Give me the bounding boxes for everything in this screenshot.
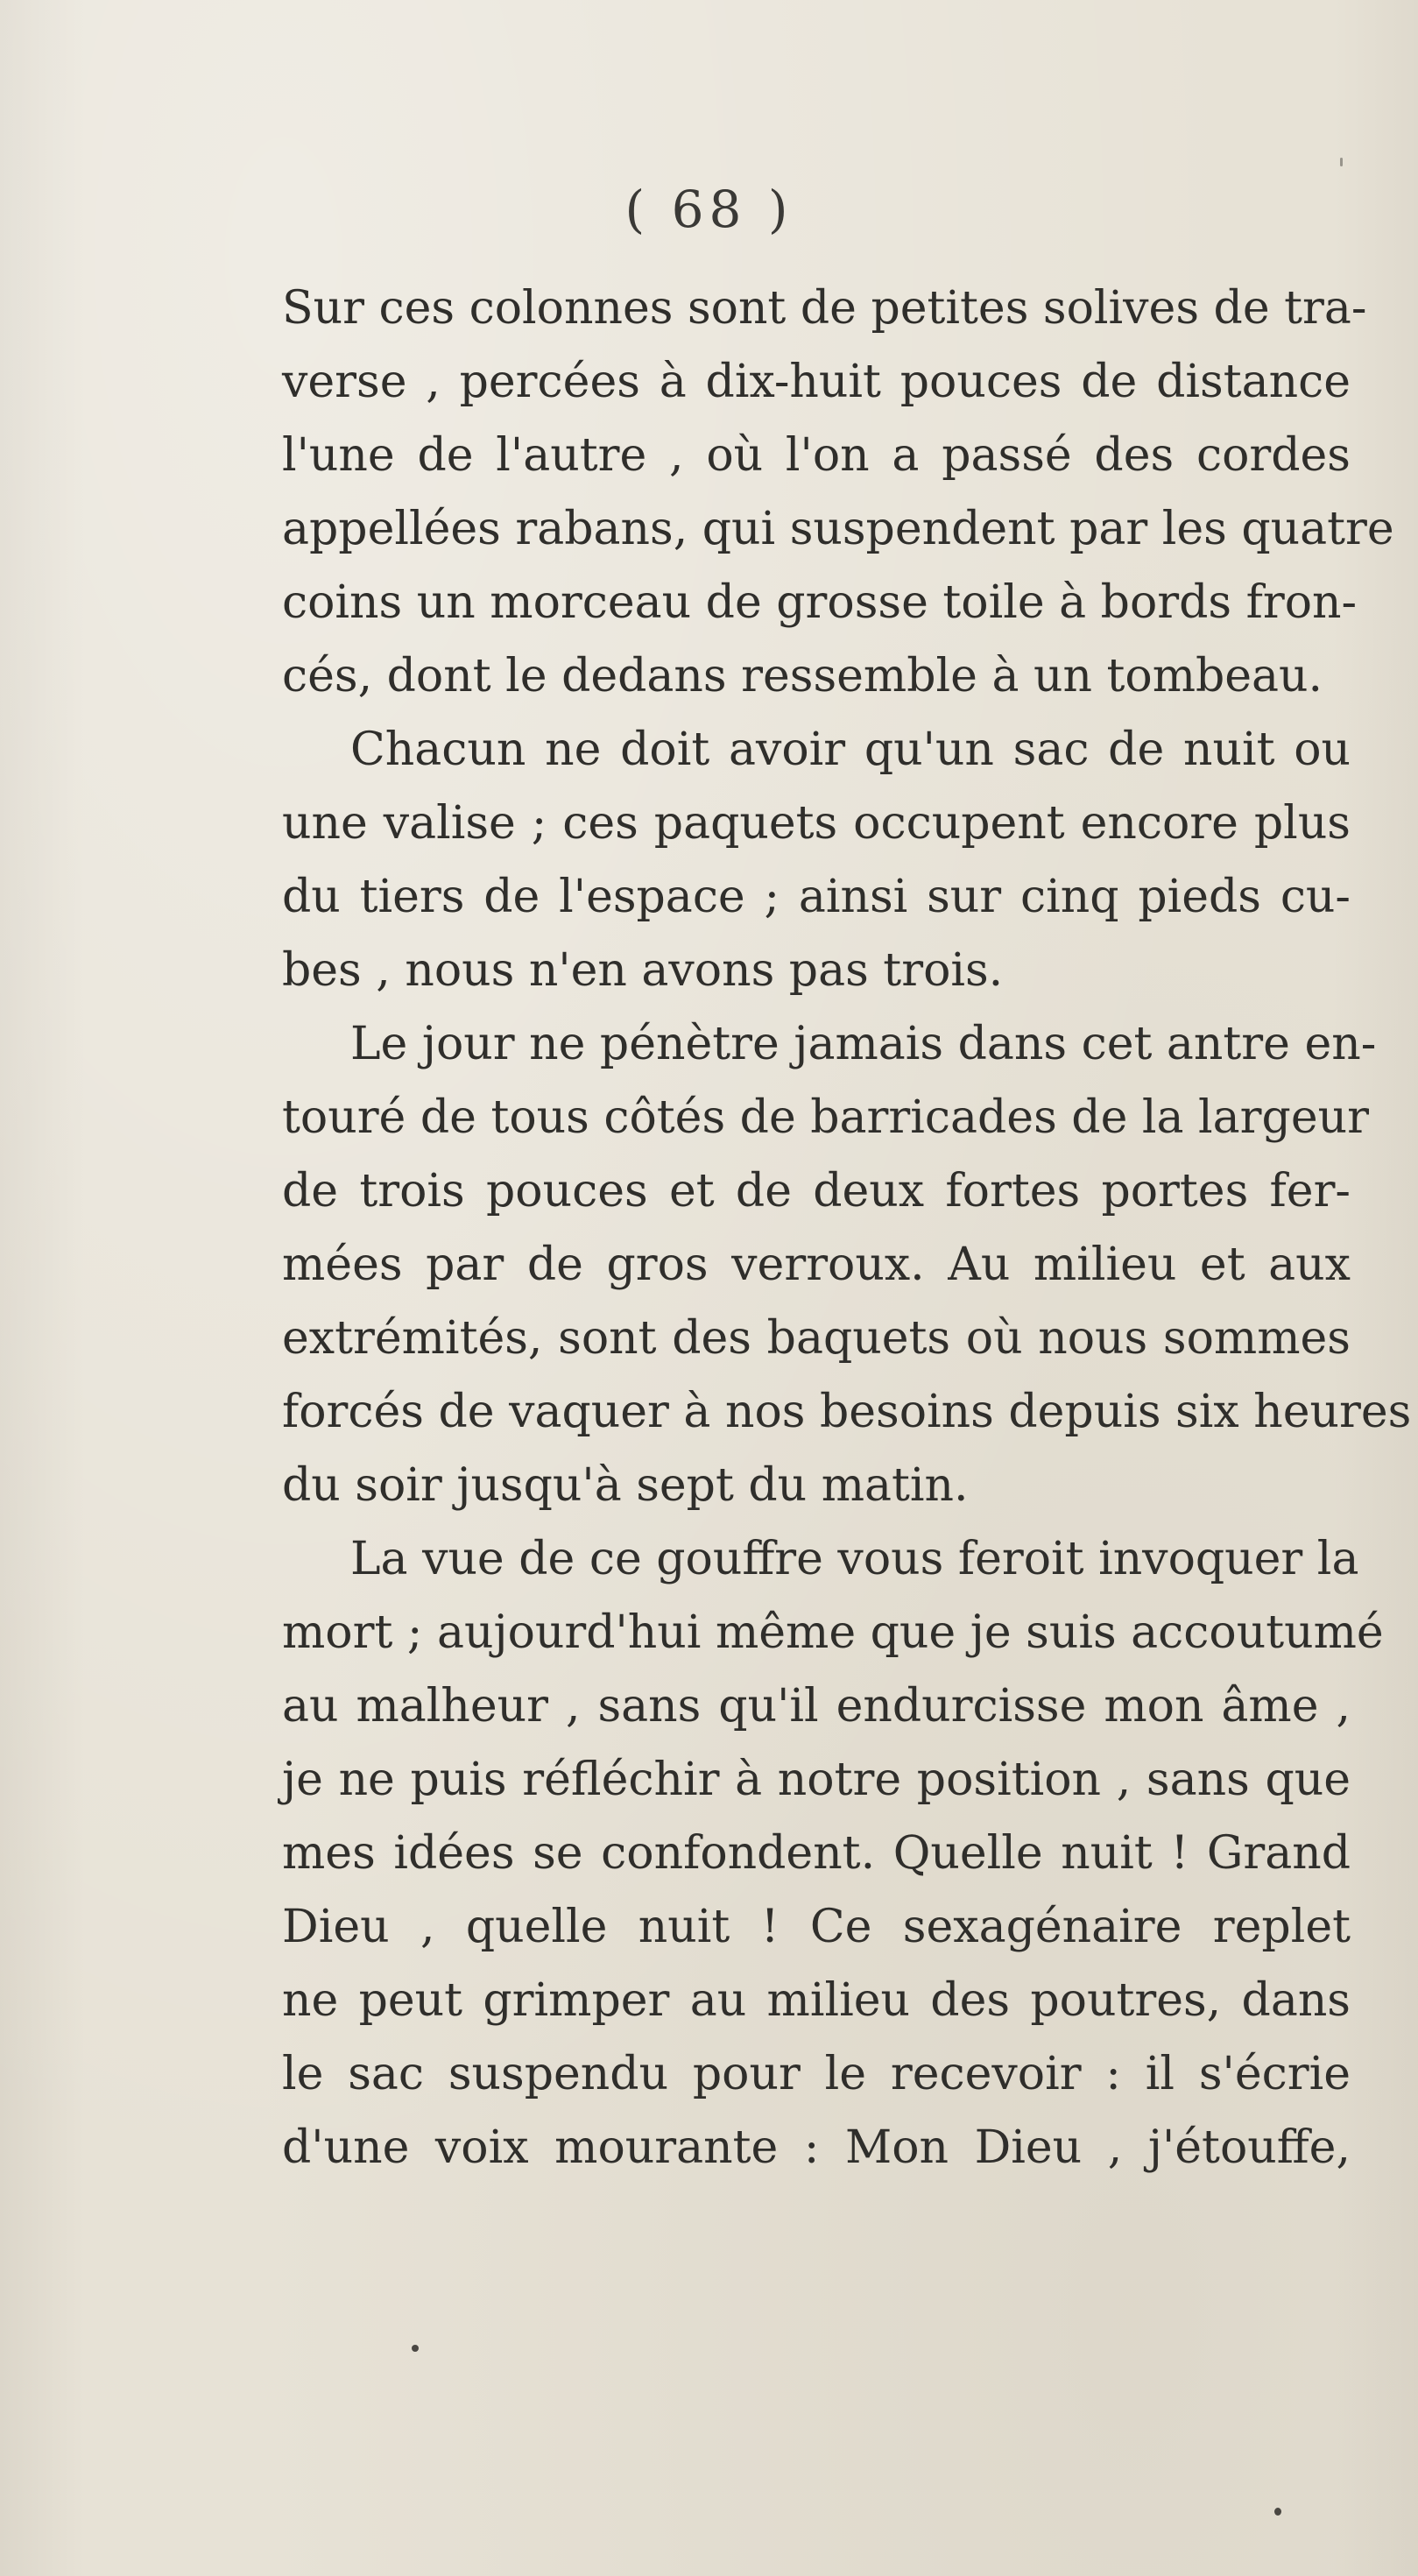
text-line: cés, dont le dedans ressemble à un tombeau. [282,650,1323,702]
paragraph-1 [282,272,1394,713]
text-line: Dieu , quelle nuit ! Ce sexagénaire replet [282,1901,1351,1953]
text-line: Sur ces colonnes sont de petites solives de tra- [282,282,1367,335]
text-line: d'une voix mourante : Mon Dieu , j'étouffe, [282,2121,1351,2174]
text-line: de trois pouces et de deux fortes portes fer- [282,1165,1351,1217]
text-line: du tiers de l'espace ; ainsi sur cinq pieds cu- [282,871,1351,923]
text-line: l'une de l'autre , où l'on a passé des cordes [282,429,1351,482]
text-line: touré de tous côtés de barricades de la largeur [282,1091,1369,1144]
text-line: du soir jusqu'à sept du matin. [282,1459,969,1512]
text-line: mort ; aujourd'hui même que je suis accoutumé [282,1606,1384,1659]
text-line: forcés de vaquer à nos besoins depuis six heures [282,1386,1412,1438]
text-line: Le jour ne pénètre jamais dans cet antre en- [350,1018,1377,1070]
paragraph-3 [282,1007,1412,1522]
text-line: Chacun ne doit avoir qu'un sac de nuit ou [350,723,1351,776]
paragraph-2 [282,713,1351,1007]
page-number: ( 68 ) [624,180,794,239]
paper-speck [1340,158,1343,166]
text-line: extrémités, sont des baquets où nous sommes [282,1312,1351,1365]
text-line: bes , nous n'en avons pas trois. [282,944,1004,997]
text-line: verse , percées à dix-huit pouces de distance [282,356,1351,408]
text-line: La vue de ce gouffre vous feroit invoquer la [350,1533,1359,1585]
text-line: ne peut grimper au milieu des poutres, dans [282,1974,1351,2027]
text-line: mées par de gros verroux. Au milieu et aux [282,1239,1351,1291]
text-line: appellées rabans, qui suspendent par les quatre [282,503,1394,555]
text-line: mes idées se confondent. Quelle nuit ! Grand [282,1827,1351,1880]
text-line: je ne puis réfléchir à notre position , sans que [282,1754,1351,1806]
body-text [282,272,1412,2184]
text-line: le sac suspendu pour le recevoir : il s'écrie [282,2048,1351,2100]
text-line: au malheur , sans qu'il endurcisse mon âme , [282,1680,1351,1733]
paper-speck [1274,2508,1281,2516]
text-line: une valise ; ces paquets occupent encore plus [282,797,1351,850]
paper-speck [412,2345,419,2352]
text-line: coins un morceau de grosse toile à bords fron- [282,576,1358,629]
paragraph-4 [282,1522,1384,2184]
